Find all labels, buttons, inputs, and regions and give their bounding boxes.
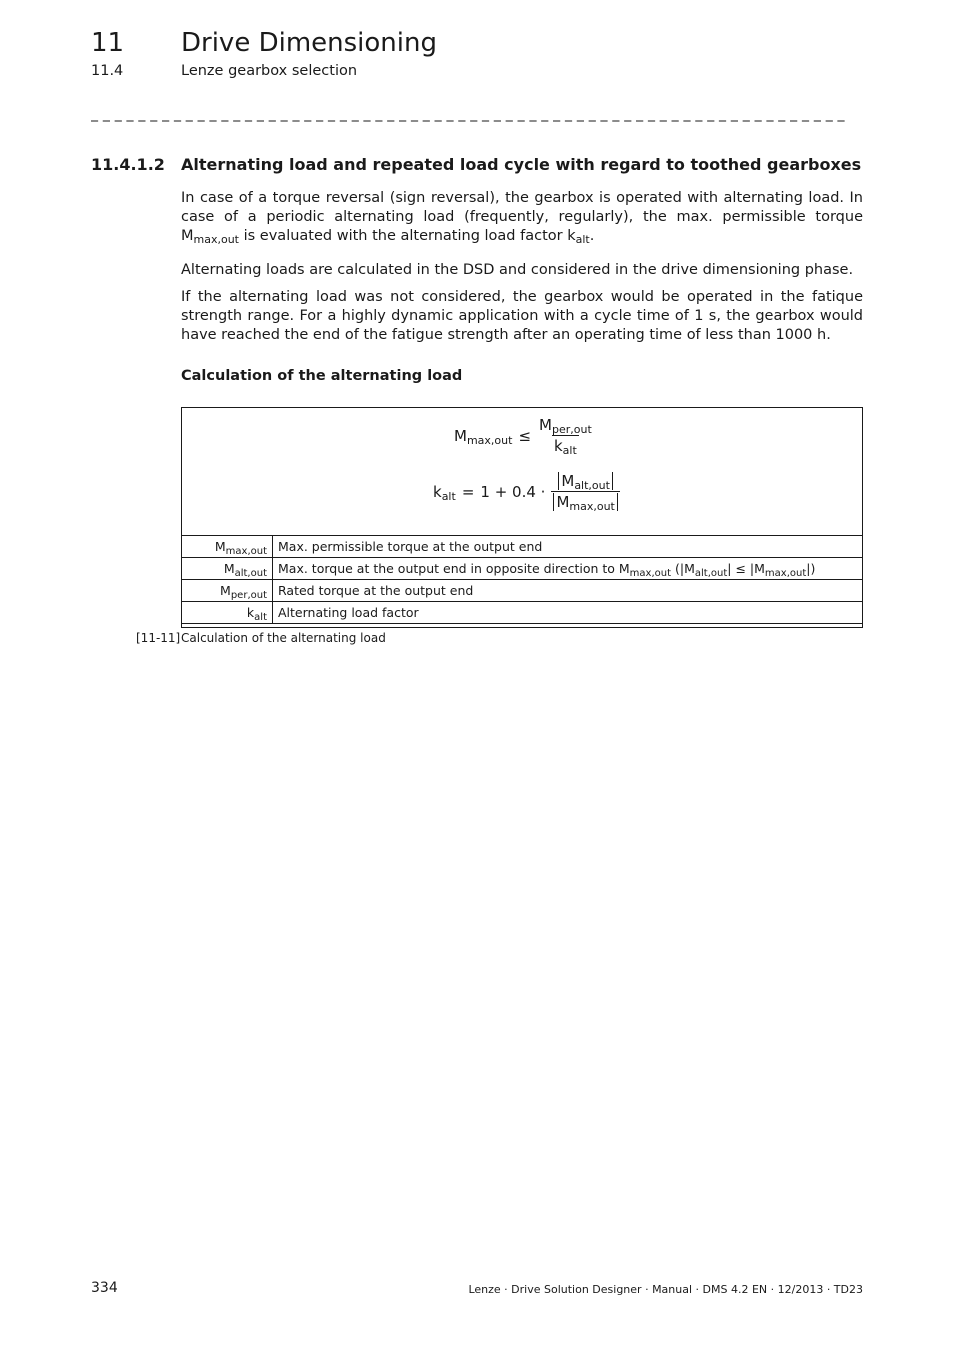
section-title: Lenze gearbox selection <box>181 63 358 79</box>
calculation-heading: Calculation of the alternating load <box>181 368 463 384</box>
equals-operator: = <box>461 482 475 501</box>
page-number: 334 <box>91 1280 118 1296</box>
table-row: $M_{alt,out}$ Max. torque at the output end in opposite direction to $M_{max,out}$ $(|M_{alt,out}| \le |M_{max,out}|)$ <box>182 558 863 580</box>
formula-box <box>181 407 863 628</box>
table-row: $M_{max,out}$ Max. permissible torque at the output end <box>182 536 863 558</box>
header-separator: _ _ _ _ _ _ _ _ _ _ _ _ _ _ _ _ _ _ _ _ _ _ _ _ _ _ _ _ _ _ _ _ _ _ _ _ _ _ _ _ _ _ _ _ _ _ _ _ _ _ _ _ _ _ _ _ _ _ _ _ _ _ _ _ <box>91 106 845 122</box>
symbol-legend-table <box>181 535 863 624</box>
paragraph-2: Alternating loads are calculated in the DSD and considered in the drive dimensioning phase. <box>181 262 854 278</box>
table-row: $M_{per,out}$ Rated torque at the output end <box>182 580 863 602</box>
leq-operator: ≤ <box>518 426 532 445</box>
paragraph-1: In case of a torque reversal (sign reversal), the gearbox is operated with alternating load. In case of a periodic alternating load (frequently, regularly), the max. permissible torque $M_{max,out}$ is evaluated with the alternating load factor $k_{alt}$. <box>181 190 863 246</box>
paragraph-3: If the alternating load was not considered, the gearbox would be operated in the fatique strength range. For a highly dynamic application with a cycle time of 1 s, the gearbox would have reached the end of the fatigue strength after an operating time of less than 1000 h. <box>181 289 863 343</box>
constant-term: 1 + 0.4 · <box>480 482 546 501</box>
figure-caption: Calculation of the alternating load <box>181 631 386 645</box>
equation-alternating-factor: $k_{alt}$ = 1 + 0.4 · $\frac{M_{alt,out}}{M_{max,out}}$ <box>433 472 620 511</box>
table-row: $k_{alt}$ Alternating load factor <box>182 602 863 624</box>
footer-text: Lenze · Drive Solution Designer · Manual · DMS 4.2 EN · 12/2013 · TD23 <box>468 1283 863 1296</box>
chapter-number: 11 <box>91 28 125 58</box>
chapter-title: Drive Dimensioning <box>181 28 437 58</box>
equation-max-torque: $M_{max,out}$ ≤ $\frac{M_{per,out}}{k_{alt}}$ <box>454 416 592 457</box>
figure-caption-number: [11-11] <box>136 631 181 645</box>
subsection-title: Alternating load and repeated load cycle with regard to toothed gearboxes <box>181 155 862 174</box>
fraction: $\frac{M_{per,out}}{k_{alt}}$ <box>539 416 592 457</box>
subsection-number: 11.4.1.2 <box>91 155 165 174</box>
fraction: $\frac{M_{alt,out}}{M_{max,out}}$ <box>551 472 619 511</box>
section-number: 11.4 <box>91 63 124 79</box>
